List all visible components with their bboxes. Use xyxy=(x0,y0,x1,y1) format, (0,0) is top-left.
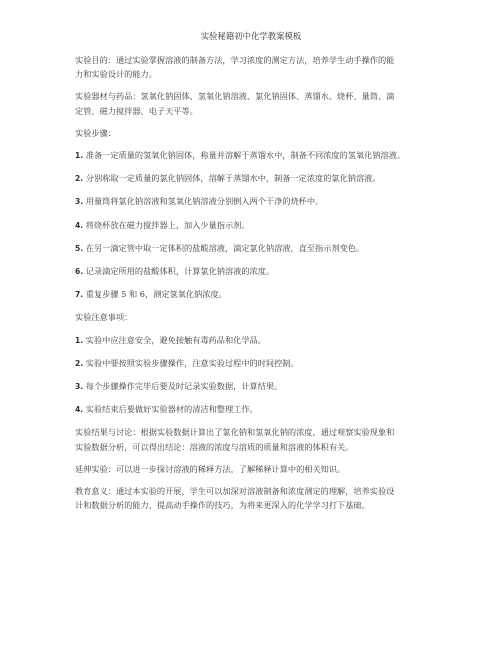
step-text: 将烧杯放在磁力搅拌器上，加入少量指示剂。 xyxy=(83,219,250,230)
step-number: 2. xyxy=(75,174,84,184)
note-number: 3. xyxy=(75,382,84,392)
step-number: 6. xyxy=(75,267,84,277)
materials-line-1: 实验器材与药品：氢氧化钠固体、氢氧化钠溶液、氯化钠固体、蒸馏水、烧杯、量筒、滴 xyxy=(75,91,395,102)
step-item xyxy=(75,148,445,163)
step-number: 7. xyxy=(75,290,84,300)
document-title: 实验秘籍初中化学教案模板 xyxy=(200,31,302,41)
note-item xyxy=(75,333,445,348)
reflection-line-1: 教育意义：通过本实验的开展，学生可以加深对溶液制备和浓度测定的理解，培养实验设 xyxy=(75,486,395,497)
results-line-2: 实验数据分析，可以得出结论：溶液的浓度与溶质的质量和溶液的体积有关。 xyxy=(75,441,354,452)
step-text: 重复步骤 5 和 6，测定氢氧化钠浓度。 xyxy=(83,289,227,300)
step-number: 4. xyxy=(75,220,84,230)
note-text: 实验中应注意安全，避免接触有毒药品和化学品。 xyxy=(83,334,266,345)
step-text: 准备一定质量的氢氧化钠固体，称量并溶解于蒸馏水中，制备不同浓度的氢氧化钠溶液。 xyxy=(83,150,406,161)
note-text: 每个步骤操作完毕后要及时记录实验数据，计算结果。 xyxy=(83,381,283,392)
results-paragraph xyxy=(75,425,445,453)
step-text: 分别称取一定质量的氯化钠固体，溶解于蒸馏水中，制备一定浓度的氯化钠溶液。 xyxy=(83,173,381,184)
step-item xyxy=(75,218,445,233)
step-text: 在另一滴定管中取一定体积的盐酸溶液，滴定氯化钠溶液，直至指示剂变色。 xyxy=(83,242,365,253)
purpose-line-1: 实验目的：通过实验掌握溶液的制备方法，学习浓度的测定方法，培养学生动手操作的能 xyxy=(75,55,395,65)
extension-paragraph: 延伸实验：可以进一步探讨溶液的稀释方法，了解稀释计算中的相关知识。 xyxy=(75,463,346,474)
step-item xyxy=(75,194,445,209)
step-number: 3. xyxy=(75,197,84,207)
results-line-1: 实验结果与讨论：根据实验数据计算出了氯化钠和氢氧化钠的浓度，通过观察实验现象和 xyxy=(75,427,395,438)
note-item xyxy=(75,356,445,371)
reflection-paragraph xyxy=(75,484,445,512)
step-item xyxy=(75,264,445,279)
step-number: 5. xyxy=(75,243,84,253)
note-number: 4. xyxy=(75,405,84,415)
materials-paragraph xyxy=(75,89,445,117)
purpose-paragraph xyxy=(75,53,445,81)
note-text: 实验中要按照实验步骤操作，注意实验过程中的时间控制。 xyxy=(83,357,299,368)
note-item xyxy=(75,402,445,417)
step-number: 1. xyxy=(75,151,84,161)
note-number: 2. xyxy=(75,358,84,368)
step-item xyxy=(75,241,445,256)
note-number: 1. xyxy=(75,335,84,345)
purpose-line-2: 力和实验设计的能力。 xyxy=(75,69,157,80)
step-item xyxy=(75,171,445,186)
reflection-line-2: 计和数据分析的能力，提高动手操作的技巧，为将来更深入的化学学习打下基础。 xyxy=(75,500,370,511)
note-text: 实验结束后要做好实验器材的清洁和整理工作。 xyxy=(83,404,258,415)
step-item xyxy=(75,287,445,302)
steps-heading: 实验步骤： xyxy=(75,127,116,138)
materials-line-2: 定管、磁力搅拌器、电子天平等。 xyxy=(75,105,198,116)
step-text: 用量筒将氯化钠溶液和氢氧化钠溶液分别倒入两个干净的烧杯中。 xyxy=(83,196,324,207)
step-text: 记录滴定所用的盐酸体积，计算氯化钠溶液的浓度。 xyxy=(83,266,275,277)
notes-heading: 实验注意事项： xyxy=(75,312,133,323)
note-item xyxy=(75,379,445,394)
document-body xyxy=(75,53,445,512)
